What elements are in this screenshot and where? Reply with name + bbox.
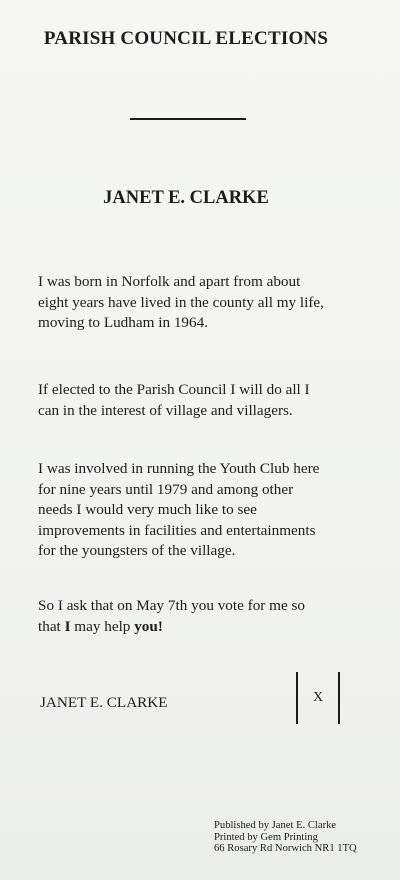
vote-mark: X	[312, 690, 324, 705]
heading-divider	[130, 118, 246, 120]
paragraph-pledge	[38, 380, 378, 421]
appeal-emphasis-you: you!	[134, 617, 163, 635]
paragraph-line: So I ask that on May 7th you vote for me so	[38, 597, 306, 614]
paragraph-background	[38, 272, 378, 334]
appeal-text: that	[38, 617, 65, 635]
publisher-imprint	[214, 820, 357, 855]
appeal-emphasis-i: I	[64, 617, 71, 635]
paragraph-line	[38, 617, 378, 638]
signature-name: JANET E. CLARKE	[40, 694, 168, 711]
paragraph-line: improvements in facilities and entertainments	[38, 521, 316, 539]
imprint-line: Published by Janet E. Clarke	[214, 820, 337, 831]
leaflet-heading: PARISH COUNCIL ELECTIONS	[43, 28, 329, 49]
paragraph-youth-club	[38, 459, 378, 562]
imprint-line: 66 Rosary Rd Norwich NR1 1TQ	[214, 843, 357, 854]
ballot-vote-box	[296, 672, 340, 724]
paragraph-line: can in the interest of village and villagers.	[38, 401, 293, 419]
appeal-text: may help	[70, 617, 135, 635]
candidate-name-title: JANET E. CLARKE	[103, 188, 269, 208]
paragraph-line: If elected to the Parish Council I will do all I	[38, 381, 310, 398]
paragraph-line: I was involved in running the Youth Club here	[38, 460, 320, 477]
imprint-line: Printed by Gem Printing	[214, 831, 318, 843]
paragraph-line: needs I would very much like to see	[38, 501, 257, 518]
paragraph-line: for the youngsters of the village.	[38, 542, 236, 559]
paragraph-line: moving to Ludham in 1964.	[38, 314, 209, 331]
paragraph-line: eight years have lived in the county all my life,	[38, 293, 324, 311]
paragraph-line: I was born in Norfolk and apart from about	[38, 273, 301, 290]
paragraph-line: for nine years until 1979 and among other	[38, 480, 294, 498]
paragraph-vote-appeal	[38, 596, 378, 637]
